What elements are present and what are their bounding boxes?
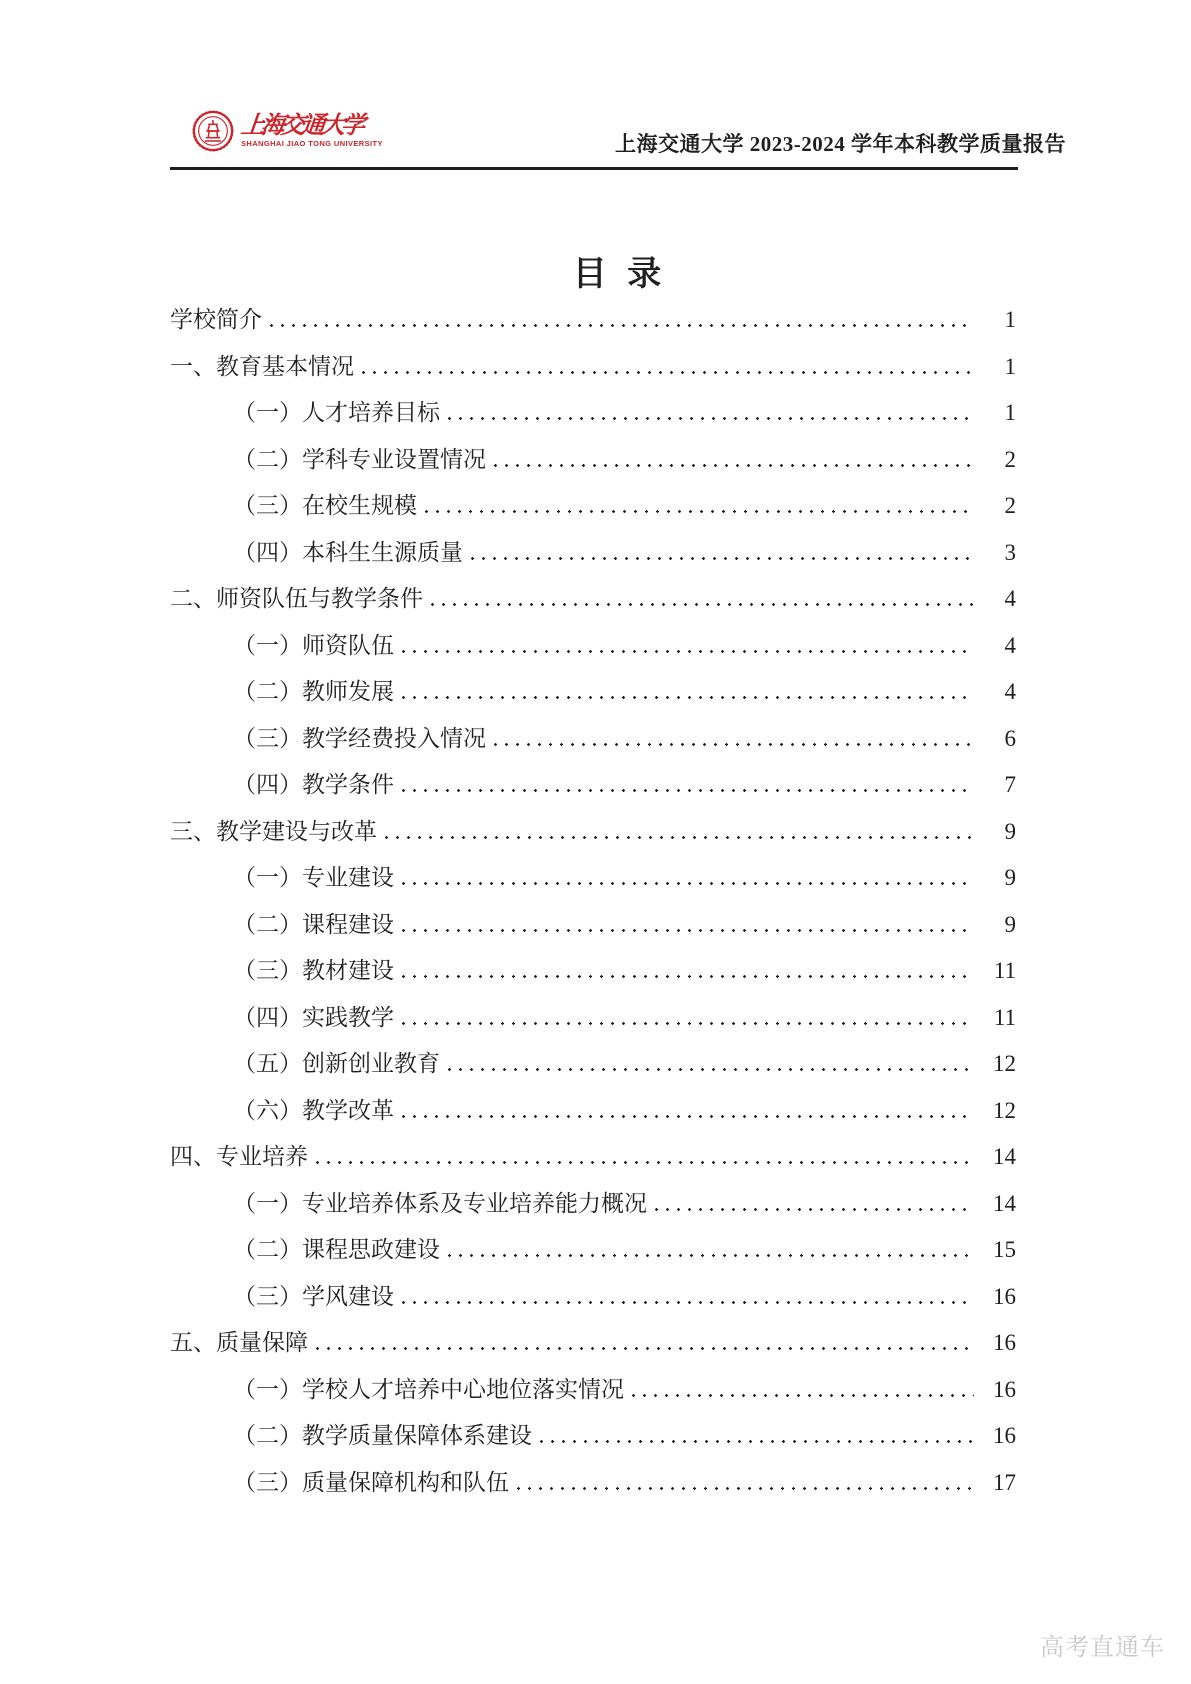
toc-dot-leader <box>402 929 974 932</box>
toc-dot-leader <box>517 1487 974 1490</box>
toc-dot-leader <box>494 743 974 746</box>
toc-entry-label: （一）学校人才培养中心地位落实情况 <box>233 1376 624 1402</box>
toc-entry[interactable] <box>170 1041 1016 1088</box>
toc-entry-label: 学校简介 <box>170 307 262 332</box>
toc-entry-label: （六）教学改革 <box>233 1097 394 1123</box>
toc-entry[interactable] <box>170 1367 1016 1414</box>
toc-entry-page: 9 <box>1004 818 1016 844</box>
toc-entry-label: （三）教材建设 <box>233 958 394 983</box>
toc-dot-leader <box>448 417 974 420</box>
toc-dot-leader <box>402 1022 974 1025</box>
toc-entry[interactable] <box>170 948 1016 995</box>
toc-entry-page: 6 <box>1004 725 1016 751</box>
toc-entry[interactable] <box>170 669 1016 716</box>
toc-entry-label: 二、师资队伍与教学条件 <box>170 586 423 611</box>
toc-entry[interactable] <box>170 483 1016 530</box>
toc-entry-page: 9 <box>1004 865 1016 890</box>
toc-entry-page: 14 <box>993 1144 1016 1169</box>
toc-dot-leader <box>316 1161 974 1164</box>
toc-dot-leader <box>402 696 974 699</box>
toc-entry-label: 四、专业培养 <box>170 1144 308 1169</box>
toc-entry-label: （二）课程思政建设 <box>233 1237 440 1262</box>
toc-dot-leader <box>362 371 974 374</box>
toc-entry-label: （一）专业建设 <box>233 865 394 890</box>
toc-entry-label: 一、教育基本情况 <box>170 353 354 379</box>
toc-entry-label: （四）教学条件 <box>233 772 394 797</box>
toc-entry-page: 1 <box>1004 353 1016 379</box>
toc-entry[interactable] <box>170 1134 1016 1181</box>
toc-dot-leader <box>402 1115 974 1118</box>
toc-entry-label: 三、教学建设与改革 <box>170 818 377 844</box>
toc-entry[interactable] <box>170 390 1016 437</box>
toc-dot-leader <box>471 557 974 560</box>
sjtu-logo <box>192 110 383 152</box>
toc-entry-label: （五）创新创业教育 <box>233 1051 440 1076</box>
toc-entry-page: 12 <box>993 1051 1016 1076</box>
toc-entry[interactable] <box>170 1181 1016 1228</box>
toc-entry-page: 14 <box>993 1190 1016 1216</box>
toc-dot-leader <box>448 1068 974 1071</box>
toc-dot-leader <box>540 1440 974 1443</box>
toc-dot-leader <box>402 882 974 885</box>
toc-entry-page: 9 <box>1004 911 1016 937</box>
toc-entry[interactable] <box>170 344 1016 391</box>
toc-entry[interactable] <box>170 297 1016 344</box>
toc-entry-label: （二）课程建设 <box>233 911 394 937</box>
toc-dot-leader <box>402 789 974 792</box>
toc-entry-label: （三）教学经费投入情况 <box>233 725 486 751</box>
page-header <box>170 106 1066 166</box>
toc-entry[interactable] <box>170 576 1016 623</box>
toc-entry-page: 16 <box>993 1330 1016 1355</box>
toc-entry[interactable] <box>170 902 1016 949</box>
header-divider <box>170 167 1018 170</box>
toc-entry[interactable] <box>170 623 1016 670</box>
toc-entry-page: 12 <box>993 1097 1016 1123</box>
toc-dot-leader <box>402 1301 974 1304</box>
toc-entry-page: 7 <box>1004 772 1016 797</box>
toc-entry-label: （一）师资队伍 <box>233 632 394 658</box>
toc-entry[interactable] <box>170 1460 1016 1507</box>
toc-entry-page: 1 <box>1004 400 1016 425</box>
toc-dot-leader <box>448 1254 974 1257</box>
logo-chinese-name: 上海交通大学 <box>239 113 363 139</box>
toc-entry-label: （二）学科专业设置情况 <box>233 446 486 472</box>
toc-entry[interactable] <box>170 1088 1016 1135</box>
toc-entry[interactable] <box>170 437 1016 484</box>
toc-entry[interactable] <box>170 809 1016 856</box>
toc-entry-label: （四）实践教学 <box>233 1004 394 1030</box>
watermark: 高考直通车 <box>1040 1634 1165 1661</box>
toc-entry[interactable] <box>170 1227 1016 1274</box>
toc-entry-page: 16 <box>993 1283 1016 1309</box>
toc-entry[interactable] <box>170 995 1016 1042</box>
toc-dot-leader <box>632 1394 974 1397</box>
toc-entry-label: （三）在校生规模 <box>233 493 417 518</box>
toc-entry-label: （一）专业培养体系及专业培养能力概况 <box>233 1190 647 1216</box>
toc-entry-page: 11 <box>993 958 1016 983</box>
toc-entry-page: 4 <box>1004 586 1016 611</box>
toc-dot-leader <box>316 1347 974 1350</box>
toc-entry-label: （二）教师发展 <box>233 679 394 704</box>
toc-entry[interactable] <box>170 716 1016 763</box>
toc-entry[interactable] <box>170 762 1016 809</box>
toc-dot-leader <box>402 975 974 978</box>
header-report-title: 上海交通大学 2023-2024 学年本科教学质量报告 <box>615 132 1066 156</box>
toc-entry-page: 4 <box>1004 632 1016 658</box>
toc-entry-label: （一）人才培养目标 <box>233 400 440 425</box>
toc-dot-leader <box>425 510 974 513</box>
toc-entry-page: 2 <box>1004 446 1016 472</box>
toc-entry-page: 15 <box>993 1237 1016 1262</box>
toc-dot-leader <box>494 464 974 467</box>
toc-entry-page: 3 <box>1004 539 1016 565</box>
toc-entry-label: （四）本科生生源质量 <box>233 539 463 565</box>
toc-entry[interactable] <box>170 1413 1016 1460</box>
toc-entry-label: （三）质量保障机构和队伍 <box>233 1469 509 1495</box>
toc-entry[interactable] <box>170 1320 1016 1367</box>
toc-entry-page: 16 <box>993 1423 1016 1448</box>
toc-entry-page: 17 <box>993 1469 1016 1495</box>
toc-entry-label: （三）学风建设 <box>233 1283 394 1309</box>
toc-entry[interactable] <box>170 1274 1016 1321</box>
toc-entry-page: 2 <box>1004 493 1016 518</box>
toc-title: 目 录 <box>572 256 668 293</box>
toc-dot-leader <box>402 650 974 653</box>
toc-entry-page: 1 <box>1004 307 1016 332</box>
toc-dot-leader <box>431 603 974 606</box>
toc-dot-leader <box>655 1208 974 1211</box>
toc-entry-page: 4 <box>1004 679 1016 704</box>
toc-entry-label: （二）教学质量保障体系建设 <box>233 1423 532 1448</box>
toc-dot-leader <box>385 836 974 839</box>
sjtu-seal-icon <box>192 110 234 152</box>
toc-entry-page: 16 <box>993 1376 1016 1402</box>
toc-dot-leader <box>270 324 974 327</box>
toc-entry-label: 五、质量保障 <box>170 1330 308 1355</box>
logo-english-name: SHANGHAI JIAO TONG UNIVERSITY <box>241 139 383 148</box>
toc-entry[interactable] <box>170 855 1016 902</box>
toc-entry[interactable] <box>170 530 1016 577</box>
toc-list <box>170 297 1016 1506</box>
toc-entry-page: 11 <box>993 1004 1016 1030</box>
